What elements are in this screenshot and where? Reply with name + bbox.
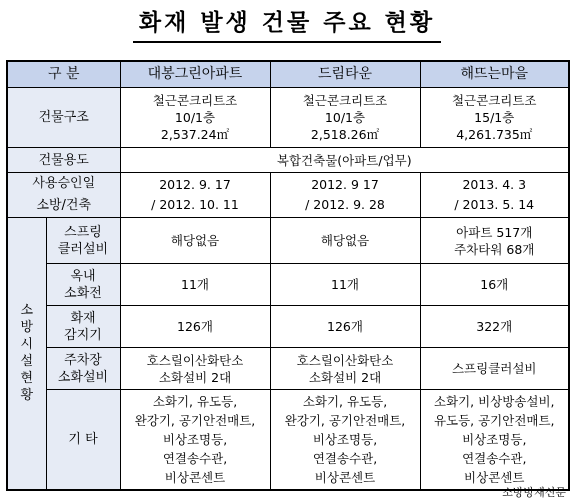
etc-label: 기 타 xyxy=(46,390,120,490)
header-category: 구 분 xyxy=(7,61,120,88)
label-char: 현 xyxy=(20,371,34,387)
cell-line: 2012. 9 17 xyxy=(311,177,379,192)
cell-line: 주차타워 68개 xyxy=(454,241,535,257)
cell-line: 2012. 9. 17 xyxy=(159,177,231,192)
etc-col2 xyxy=(270,390,420,490)
etc-col1 xyxy=(120,390,270,490)
label-char: 설 xyxy=(20,354,34,370)
cell-line: 주차장 xyxy=(64,352,102,368)
header-col2: 드림타운 xyxy=(270,61,420,88)
cell-line: 소화기, 유도등, xyxy=(302,393,388,409)
cell-line: / 2013. 5. 14 xyxy=(454,197,535,212)
cell-line: 10/1층 xyxy=(174,110,216,125)
structure-col2 xyxy=(270,88,420,148)
approval-col2 xyxy=(270,173,420,218)
header-col1: 대봉그린아파트 xyxy=(120,61,270,88)
cell-line: 비상조명등, xyxy=(162,431,228,447)
cell-line: 아파트 517개 xyxy=(456,224,533,240)
detector-row xyxy=(7,306,569,348)
approval-label xyxy=(7,173,120,218)
approval-col3 xyxy=(420,173,569,218)
cell-line: 비상조명등, xyxy=(312,431,378,447)
label-char: 시 xyxy=(20,337,34,353)
detector-label xyxy=(46,306,120,348)
cell-line: 철근콘크리트조 xyxy=(152,93,238,108)
structure-col3 xyxy=(420,88,569,148)
cell-line: 유도등, 공기안전매트, xyxy=(433,412,555,428)
cell-line: 비상조명등, xyxy=(462,431,527,447)
cell-line: 연결송수관, xyxy=(312,450,378,466)
etc-row xyxy=(7,390,569,490)
hydrant-row xyxy=(7,264,569,306)
cell-line: 옥내 xyxy=(70,268,96,284)
sprinkler-col3 xyxy=(420,218,569,264)
structure-col1 xyxy=(120,88,270,148)
cell-line: 스프링 xyxy=(64,224,102,240)
parking-label xyxy=(46,348,120,390)
structure-label: 건물구조 xyxy=(7,88,120,148)
approval-col1 xyxy=(120,173,270,218)
parking-col1 xyxy=(120,348,270,390)
page-title: 화재 발생 건물 주요 현황 xyxy=(133,8,441,43)
cell-line: 2013. 4. 3 xyxy=(462,177,527,192)
cell-line: 2,518.26㎡ xyxy=(310,127,380,142)
cell-line: 철근콘크리트조 xyxy=(451,93,537,108)
hydrant-col1: 11개 xyxy=(120,264,270,306)
usage-label: 건물용도 xyxy=(7,148,120,173)
cell-line: 소화설비 xyxy=(57,369,109,385)
cell-line: 완강기, 공기안전매트, xyxy=(284,412,406,428)
cell-line: / 2012. 9. 28 xyxy=(305,197,385,212)
cell-line: 비상콘센트 xyxy=(314,469,376,485)
cell-line: 클러설비 xyxy=(57,241,109,257)
sprinkler-col1: 해당없음 xyxy=(120,218,270,264)
building-status-table xyxy=(6,60,570,491)
cell-line: 비상콘센트 xyxy=(464,469,525,485)
source-credit: 소방방재신문 xyxy=(502,486,566,499)
sprinkler-row xyxy=(7,218,569,264)
label-char: 소 xyxy=(20,303,34,319)
label-char: 방 xyxy=(20,320,34,336)
header-col3: 해뜨는마을 xyxy=(420,61,569,88)
cell-line: 호스릴이산화탄소 xyxy=(296,352,394,368)
cell-line: 연결송수관, xyxy=(162,450,228,466)
parking-col3: 스프링클러설비 xyxy=(420,348,569,390)
title-wrap xyxy=(0,8,574,43)
sprinkler-label xyxy=(46,218,120,264)
cell-line: 소화기, 비상방송설비, xyxy=(433,393,555,409)
cell-line: 소화설비 2대 xyxy=(308,369,382,385)
parking-row xyxy=(7,348,569,390)
label-char: 황 xyxy=(20,388,34,404)
usage-row xyxy=(7,148,569,173)
etc-col3 xyxy=(420,390,569,490)
cell-line: 사용승인일 xyxy=(32,176,96,191)
structure-row xyxy=(7,88,569,148)
cell-line: 소방/건축 xyxy=(36,198,92,213)
cell-line: 화재 xyxy=(70,310,96,326)
cell-line: 비상콘센트 xyxy=(164,469,226,485)
cell-line: 철근콘크리트조 xyxy=(302,93,388,108)
detector-col3: 322개 xyxy=(420,306,569,348)
detector-col2: 126개 xyxy=(270,306,420,348)
cell-line: 완강기, 공기안전매트, xyxy=(134,412,256,428)
detector-col1: 126개 xyxy=(120,306,270,348)
cell-line: 소화설비 2대 xyxy=(158,369,232,385)
cell-line: 4,261.735㎡ xyxy=(456,127,533,142)
cell-line: 감지기 xyxy=(64,327,102,343)
cell-line: 소화기, 유도등, xyxy=(152,393,238,409)
cell-line: 호스릴이산화탄소 xyxy=(146,352,244,368)
parking-col2 xyxy=(270,348,420,390)
hydrant-col2: 11개 xyxy=(270,264,420,306)
approval-row xyxy=(7,173,569,218)
fire-facilities-label xyxy=(7,218,46,490)
header-row xyxy=(7,61,569,88)
cell-line: 연결송수관, xyxy=(462,450,527,466)
hydrant-label xyxy=(46,264,120,306)
cell-line: 10/1층 xyxy=(324,110,366,125)
cell-line: 소화전 xyxy=(64,285,102,301)
cell-line: 15/1층 xyxy=(474,110,515,125)
hydrant-col3: 16개 xyxy=(420,264,569,306)
cell-line: 2,537.24㎡ xyxy=(160,127,230,142)
cell-line: / 2012. 10. 11 xyxy=(151,197,239,212)
usage-value: 복합건축물(아파트/업무) xyxy=(120,148,569,173)
sprinkler-col2: 해당없음 xyxy=(270,218,420,264)
